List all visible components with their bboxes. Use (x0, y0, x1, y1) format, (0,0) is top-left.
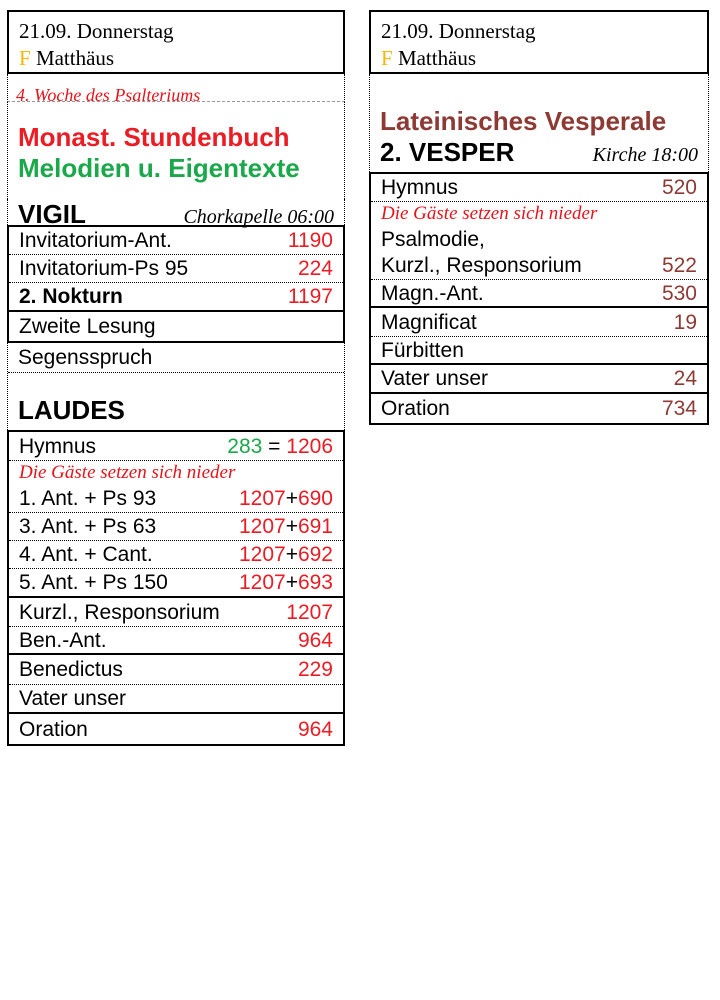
laudes-row: Benedictus 229 (9, 655, 343, 685)
laudes-row: Ben.-Ant. 964 (9, 627, 343, 655)
vigil-list-end (7, 343, 345, 430)
date-box (369, 10, 709, 74)
left-column (7, 10, 345, 746)
hymn-numbers: 283 = 1206 (227, 434, 333, 458)
row-label: Segensspruch (18, 346, 153, 369)
row-number: 1197 (287, 285, 333, 308)
date-box (7, 10, 345, 74)
psalm-row: 5. Ant. + Ps 150 1207+693 (9, 569, 343, 598)
book-title-stundenbuch: Monast. Stundenbuch (18, 122, 290, 152)
vesper-row: Magn.-Ant. 530 (371, 280, 707, 308)
saint-line (381, 45, 697, 72)
laudes-row: Oration 964 (19, 717, 333, 741)
vigil-row (8, 343, 344, 373)
vesper-row: Vater unser 24 (371, 365, 707, 394)
vesper-row: Fürbitten (371, 337, 707, 365)
right-column (369, 10, 709, 425)
row-label: Invitatorium-Ps 95 (19, 257, 189, 280)
laudes-row: Kurzl., Responsorium 1207 (9, 598, 343, 627)
saint-name: Matthäus (35, 46, 115, 70)
laudes-hymn-row (9, 432, 343, 461)
vigil-title: VIGIL (18, 199, 86, 229)
vesper-list (369, 172, 709, 425)
guests-sit-note: Die Gäste setzen sich nieder (19, 462, 236, 483)
psalm-row: 3. Ant. + Ps 63 1207+691 (9, 513, 343, 541)
vigil-list (7, 225, 345, 343)
vesper-title: 2. VESPER (380, 137, 515, 167)
saint-name: Matthäus (397, 46, 477, 70)
vigil-place: Chorkapelle 06:00 (183, 206, 334, 228)
vigil-title-row (7, 199, 345, 229)
vesper-place: Kirche 18:00 (592, 144, 698, 166)
laudes-list (7, 430, 345, 746)
laudes-title: LAUDES (18, 395, 125, 425)
vesper-header (369, 74, 709, 172)
book-title-vesperale: Lateinisches Vesperale (380, 106, 667, 136)
psalm-row: 1. Ant. + Ps 93 1207+690 (9, 485, 343, 513)
vesper-row: Oration 734 (381, 397, 697, 420)
kurzl-row: Kurzl., Responsorium 522 (371, 252, 707, 280)
vigil-header (7, 102, 345, 203)
vigil-row (9, 312, 343, 343)
row-label: 2. Nokturn (19, 285, 123, 308)
vigil-row (9, 227, 343, 255)
fest-letter: F (19, 46, 31, 70)
date-label: 21.09. Donnerstag (19, 19, 174, 43)
date-label: 21.09. Donnerstag (381, 19, 536, 43)
row-label: Hymnus (19, 434, 97, 458)
psalter-week: 4. Woche des Psalteriums (7, 74, 345, 102)
vesper-row: Magnificat 19 (371, 308, 707, 337)
laudes-row: Vater unser (9, 685, 343, 714)
row-label: Invitatorium-Ant. (19, 229, 172, 252)
row-number: 224 (297, 257, 333, 280)
vesper-title-row (380, 137, 698, 168)
psalmodie-row: Psalmodie, (381, 227, 485, 251)
vigil-row (9, 255, 343, 283)
fest-letter: F (381, 46, 393, 70)
row-number: 1190 (287, 229, 333, 252)
guests-sit-note: Die Gäste setzen sich nieder (381, 203, 598, 224)
vigil-row (9, 283, 343, 312)
vesper-hymn-row: Hymnus 520 (371, 174, 707, 202)
saint-line (19, 45, 333, 72)
row-label: Zweite Lesung (19, 315, 156, 338)
book-title-melodien: Melodien u. Eigentexte (18, 153, 300, 183)
psalm-row: 4. Ant. + Cant. 1207+692 (9, 541, 343, 569)
